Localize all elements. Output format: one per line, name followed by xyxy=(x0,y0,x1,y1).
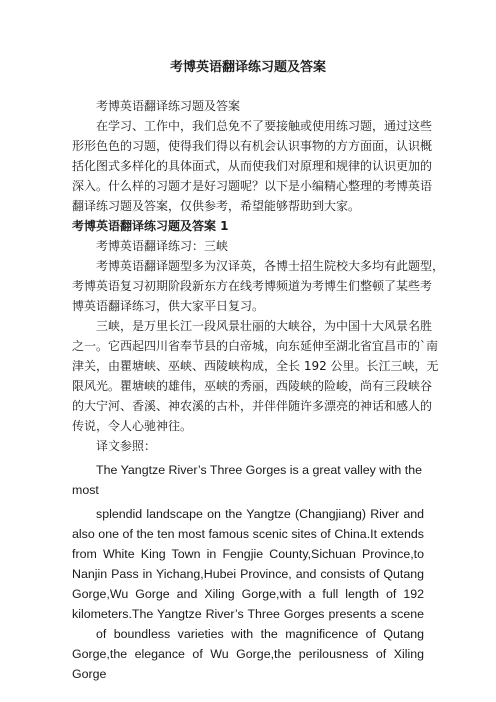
passage-line-2: 之一。它西起四川省奉节县的白帝城，向东延伸至湖北省宜昌市的`南 xyxy=(72,339,439,353)
passage-line-4: 限风光。瞿塘峡的雄伟，巫峡的秀丽，西陵峡的险峻，尚有三段峡谷 xyxy=(72,379,433,393)
passage-line-3: 津关，由瞿塘峡、巫峡、西陵峡构成，全长 192 公里。长江三峡，无 xyxy=(72,359,439,373)
intro-line-2: 形形色色的习题，使得我们得以有机会认识事物的方方面面，认识概 xyxy=(72,139,433,153)
translation-line-7: Gorge,Wu Gorge and Xiling Gorge,with a full length of 192 xyxy=(72,587,424,601)
subtitle-line: 考博英语翻译练习题及答案 xyxy=(96,99,241,113)
exercise-desc-line-1: 考博英语翻译题型多为汉译英，各博士招生院校大多均有此题型， xyxy=(96,259,445,273)
document-title: 考博英语翻译练习题及答案 xyxy=(169,60,326,75)
translation-line-5: from White King Town in Fengjie County,Sichuan Province,to xyxy=(72,547,424,561)
passage-line-5: 的大宁河、香溪、神农溪的古朴，并伴伴随许多漂亮的神话和感人的 xyxy=(72,399,433,413)
exercise-desc-line-3: 博英语翻译练习，供大家平日复习。 xyxy=(72,299,265,313)
translation-line-9: of boundless varieties with the magnificence of Qutang xyxy=(96,627,424,641)
passage-line-1: 三峡，是万里长江一段风景壮丽的大峡谷，为中国十大风景名胜 xyxy=(96,319,433,333)
intro-line-1: 在学习、工作中，我们总免不了要接触或使用练习题，通过这些 xyxy=(96,119,433,133)
translation-line-8: kilometers.The Yangtze River’s Three Gorges presents a scene xyxy=(72,607,424,621)
translation-line-3: splendid landscape on the Yangtze (Changjiang) River and xyxy=(96,507,424,521)
exercise-desc-line-2: 考博英语复习初期阶段新东方在线考博频道为考博生们整顿了某些考 xyxy=(72,279,433,293)
intro-line-5: 翻译练习题及答案，仅供参考，希望能够帮助到大家。 xyxy=(72,199,361,213)
intro-line-4: 深入。什么样的习题才是好习题呢？以下是小编精心整理的考博英语 xyxy=(72,179,433,193)
translation-label: 译文参照： xyxy=(96,439,157,453)
section-heading-1: 考博英语翻译练习题及答案 1 xyxy=(72,219,229,233)
translation-line-1: The Yangtze River’s Three Gorges is a great valley with the xyxy=(96,463,422,477)
translation-line-6: Nanjin Pass in Yichang,Hubei Province, and consists of Qutang xyxy=(72,567,424,581)
translation-line-10: Gorge,the elegance of Wu Gorge,the perilousness of Xiling Gorge xyxy=(72,647,424,681)
translation-line-4: also one of the ten most famous scenic sites of China.It extends xyxy=(72,527,424,541)
translation-line-2: most xyxy=(72,483,99,497)
exercise-title: 考博英语翻译练习：三峡 xyxy=(96,239,229,253)
intro-line-3: 括化图式多样化的具体面式，从而使我们对原理和规律的认识更加的 xyxy=(72,159,433,173)
passage-line-6: 传说，令人心驰神往。 xyxy=(72,419,193,433)
